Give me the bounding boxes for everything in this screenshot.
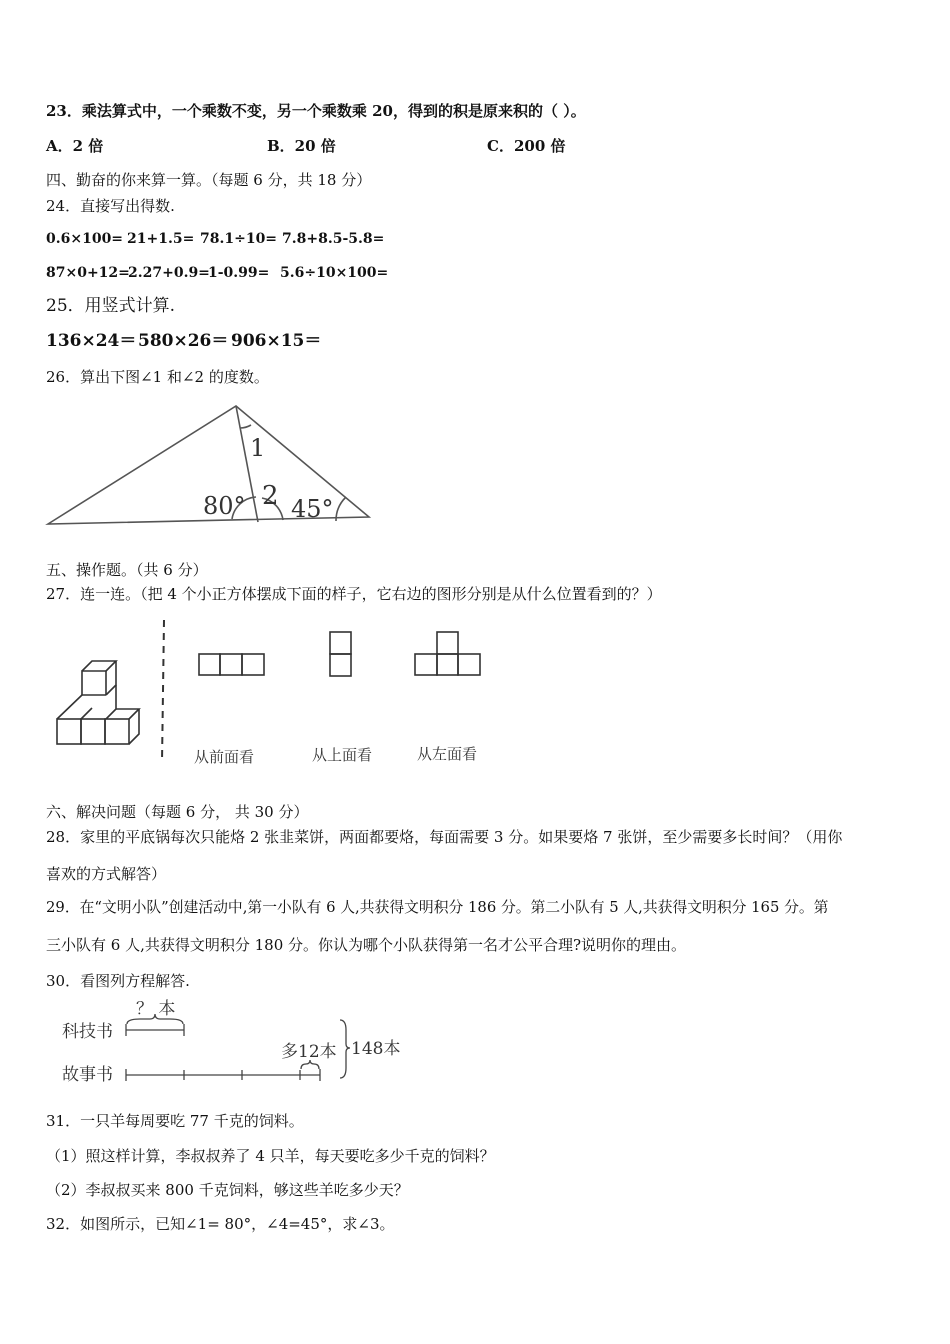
q27-stem: 27．连一连。（把 4 个小正方体摆成下面的样子，它右边的图形分别是从什么位置看到的？） <box>46 585 662 603</box>
label-front-view: 从前面看 <box>194 748 255 766</box>
q24-r1-c2: 21+1.5= <box>127 231 195 247</box>
label-angle-80: 80° <box>203 492 246 520</box>
q32-stem: 32．如图所示，已知∠1= 80°，∠4=45°，求∠3。 <box>46 1215 395 1233</box>
q26-stem: 26．算出下图∠1 和∠2 的度数。 <box>46 368 269 386</box>
q31-sub-2: （2）李叔叔买来 800 千克饲料，够这些羊吃多少天？ <box>46 1181 409 1199</box>
q24-r2-c1: 87×0+12= <box>46 265 130 281</box>
label-angle-1: 1 <box>250 434 266 462</box>
q24-r1-c4: 7.8+8.5-5.8= <box>282 231 385 247</box>
label-angle-2: 2 <box>262 481 279 511</box>
q31-sub-1: （1）照这样计算，李叔叔养了 4 只羊，每天要吃多少千克的饲料？ <box>46 1147 495 1165</box>
q25-item-1: 136×24＝ <box>46 331 137 351</box>
section5-title: 五、操作题。（共 6 分） <box>46 561 208 579</box>
q30-stem: 30．看图列方程解答. <box>46 972 190 990</box>
q24-r1-c3: 78.1÷10= <box>200 231 278 247</box>
row-label-story: 故事书 <box>62 1065 113 1085</box>
q23-option-c[interactable]: C．200 倍 <box>487 137 566 155</box>
q24-r1-c1: 0.6×100= <box>46 231 124 247</box>
q25-item-2: 580×26＝ <box>138 331 229 351</box>
section6-title: 六、解决问题（每题 6 分， 共 30 分） <box>46 803 309 821</box>
q25-stem: 25．用竖式计算. <box>46 296 176 316</box>
label-unknown: ？ 本 <box>136 999 176 1019</box>
q29-line-1: 29．在“文明小队”创建活动中,第一小队有 6 人,共获得文明积分 186 分。第二小队有 5 人,共获得文明积分 165 分。第 <box>46 899 829 916</box>
q28-line-2: 喜欢的方式解答） <box>46 865 167 883</box>
label-angle-45: 45° <box>291 495 334 523</box>
section4-title: 四、勤奋的你来算一算。（每题 6 分，共 18 分） <box>46 171 372 189</box>
q23-option-a[interactable]: A．2 倍 <box>46 137 104 155</box>
q28-line-1: 28．家里的平底锅每次只能烙 2 张韭菜饼，两面都要烙，每面需要 3 分。如果要烙 7 张饼，至少需要多长时间？（用你 <box>46 828 843 846</box>
row-label-science: 科技书 <box>62 1022 113 1042</box>
q24-r2-c4: 5.6÷10×100= <box>280 265 389 281</box>
label-top-view: 从上面看 <box>312 746 373 764</box>
label-more-12: 多12本 <box>281 1042 337 1062</box>
q23-option-b[interactable]: B．20 倍 <box>267 137 336 155</box>
total-brace <box>340 1020 350 1078</box>
label-total: 148本 <box>351 1039 401 1059</box>
q31-stem: 31．一只羊每周要吃 77 千克的饲料。 <box>46 1112 304 1130</box>
q29-line-2: 三小队有 6 人,共获得文明积分 180 分。你认为哪个小队获得第一名才公平合理?说明你的理由。 <box>46 936 687 954</box>
q24-stem: 24．直接写出得数. <box>46 197 175 215</box>
q24-r2-c3: 1-0.99= <box>208 265 270 281</box>
q25-item-3: 906×15＝ <box>231 331 322 351</box>
label-left-view: 从左面看 <box>417 745 478 763</box>
q23-stem: 23．乘法算式中，一个乘数不变，另一个乘数乘 20，得到的积是原来积的（ ）。 <box>46 102 586 120</box>
q24-r2-c2: 2.27+0.9= <box>128 265 210 281</box>
